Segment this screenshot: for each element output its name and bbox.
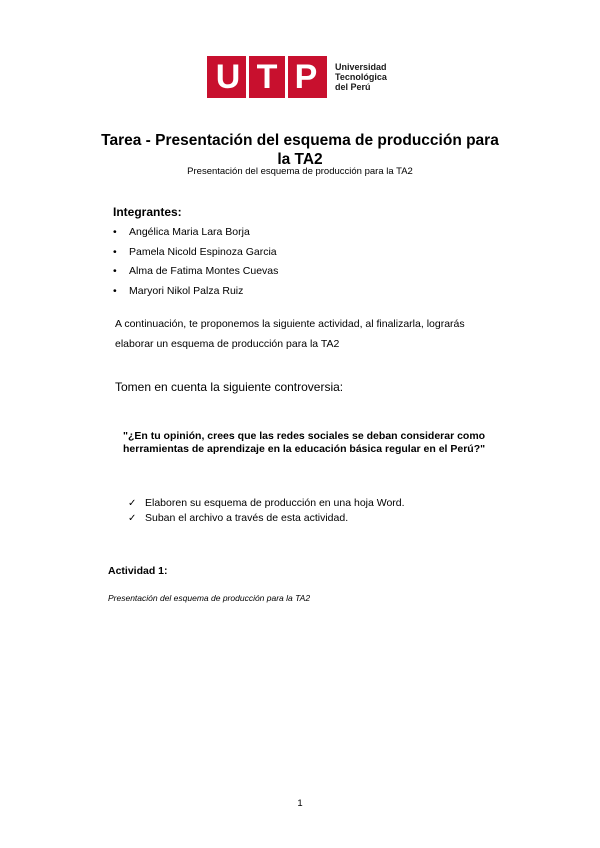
logo-letter-p: P [294, 58, 318, 96]
integrantes-heading: Integrantes: [113, 205, 182, 219]
intro-paragraph: A continuación, te proponemos la siguiente actividad, al finalizarla, lograrás elaborar un esquema de producción para la TA2 [115, 318, 465, 350]
bullet-icon: • [113, 245, 117, 258]
logo-letter-t: T [256, 58, 278, 96]
instruction-text: Elaboren su esquema de producción en una hoja Word. [145, 497, 405, 509]
bullet-icon: • [113, 226, 117, 238]
member-name: Angélica Maria Lara Borja [129, 226, 250, 238]
logo-letter-u: U [215, 58, 241, 96]
controversy-question: "¿En tu opinión, crees que las redes sociales se deban considerar como herramientas de aprendizaje en la educación básica regular en el Perú?" [123, 430, 486, 455]
controversy-label: Tomen en cuenta la siguiente controversia: [115, 380, 344, 394]
logo-separator [285, 56, 288, 98]
activity-heading: Actividad 1: [108, 565, 168, 577]
utp-logo-mark [207, 56, 327, 98]
logo-separator [246, 56, 249, 98]
bullet-icon: • [113, 284, 117, 297]
document-subtitle: Presentación del esquema de producción para la TA2 [187, 166, 413, 177]
list-item [113, 243, 278, 263]
member-name: Pamela Nicold Espinoza Garcia [129, 245, 277, 258]
activity-description: Presentación del esquema de producción para la TA2 [108, 593, 311, 603]
list-item [113, 262, 278, 282]
list-item [128, 511, 405, 526]
university-name [335, 62, 387, 92]
member-name: Maryori Nikol Palza Ruiz [129, 284, 244, 297]
instruction-text: Suban el archivo a través de esta actividad. [145, 512, 349, 524]
university-name-line: del Perú [335, 82, 371, 92]
list-item [113, 223, 278, 243]
list-item [113, 282, 278, 302]
checkmark-icon: ✓ [128, 498, 137, 509]
list-item [128, 496, 405, 511]
university-name-line: Universidad [335, 62, 387, 72]
members-list [113, 223, 278, 301]
member-name: Alma de Fatima Montes Cuevas [129, 265, 279, 277]
utp-logo [207, 56, 387, 98]
instructions-checklist [128, 496, 405, 526]
document-title: Tarea - Presentación del esquema de producción para la TA2 [101, 132, 499, 168]
university-name-line: Tecnológica [335, 72, 387, 82]
page-number: 1 [297, 798, 303, 809]
checkmark-icon: ✓ [128, 513, 137, 524]
bullet-icon: • [113, 265, 117, 277]
